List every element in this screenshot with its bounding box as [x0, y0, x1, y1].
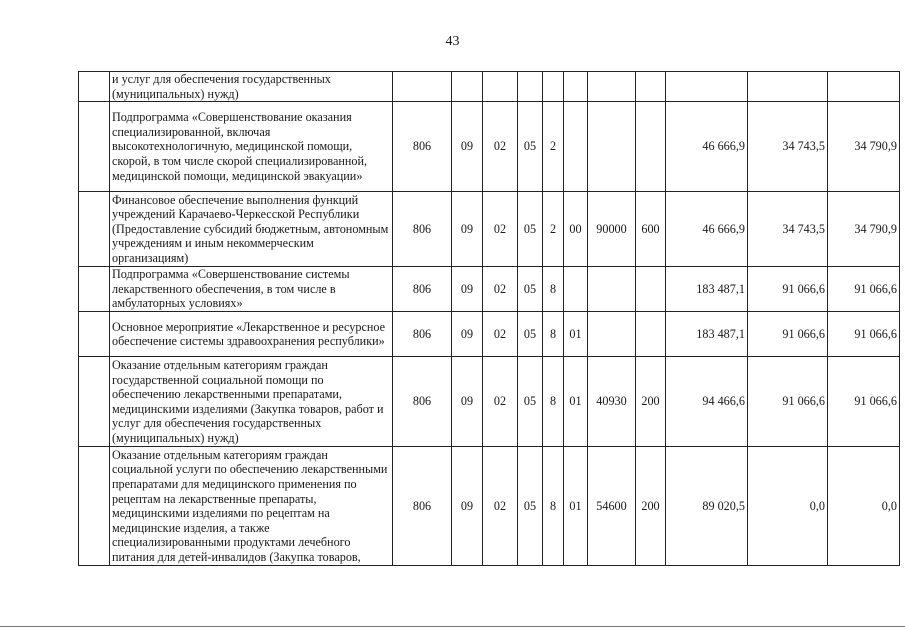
row-blank-cell	[79, 357, 110, 447]
expense-type-code-cell: 600	[636, 192, 666, 267]
ministry-code-cell: 806	[393, 192, 452, 267]
expense-type-code-cell	[636, 72, 666, 102]
amount-year-2-cell: 0,0	[748, 447, 828, 566]
section-code-cell: 09	[452, 192, 483, 267]
program-code-cell: 05	[518, 357, 543, 447]
event-code-cell: 01	[564, 312, 588, 357]
event-code-cell	[564, 72, 588, 102]
subprogram-code-cell: 8	[543, 357, 564, 447]
section-code-cell: 09	[452, 357, 483, 447]
ministry-code-cell: 806	[393, 357, 452, 447]
row-blank-cell	[79, 72, 110, 102]
subprogram-code-cell: 8	[543, 267, 564, 312]
direction-code-cell	[588, 102, 636, 192]
ministry-code-cell: 806	[393, 447, 452, 566]
amount-year-2-cell: 91 066,6	[748, 267, 828, 312]
subsection-code-cell: 02	[483, 357, 518, 447]
amount-year-3-cell: 91 066,6	[828, 267, 900, 312]
section-code-cell	[452, 72, 483, 102]
amount-year-2-cell: 91 066,6	[748, 357, 828, 447]
expense-name-cell: Оказание отдельным категориям граждан социальной услуги по обеспечению лекарственными препаратами для медицинского применения по рецептам на лекарственные препараты, медицинскими изделиями по рецептам на медицинские изделия, а также специализированными продуктами лечебного питания для детей-инвалидов (Закупка товаров,	[110, 447, 393, 566]
ministry-code-cell: 806	[393, 102, 452, 192]
amount-year-3-cell: 91 066,6	[828, 357, 900, 447]
expense-name-cell: Подпрограмма «Совершенствование оказания специализированной, включая высокотехнологичную, медицинской помощи, скорой, в том числе скорой специализированной, медицинской помощи, медицинской эвакуации»	[110, 102, 393, 192]
amount-year-1-cell	[666, 72, 748, 102]
program-code-cell: 05	[518, 312, 543, 357]
table-row	[79, 357, 900, 447]
expense-name-cell: Подпрограмма «Совершенствование системы лекарственного обеспечения, в том числе в амбулаторных условиях»	[110, 267, 393, 312]
ministry-code-cell: 806	[393, 267, 452, 312]
program-code-cell: 05	[518, 102, 543, 192]
amount-year-2-cell	[748, 72, 828, 102]
table-row	[79, 72, 900, 102]
event-code-cell	[564, 267, 588, 312]
section-code-cell: 09	[452, 447, 483, 566]
amount-year-3-cell: 91 066,6	[828, 312, 900, 357]
expense-name-cell: Финансовое обеспечение выполнения функций учреждений Карачаево-Черкесской Республики (Предоставление субсидий бюджетным, автономным учреждениям и иным некоммерческим организациям)	[110, 192, 393, 267]
ministry-code-cell	[393, 72, 452, 102]
expense-type-code-cell: 200	[636, 447, 666, 566]
table-row	[79, 267, 900, 312]
expense-type-code-cell	[636, 267, 666, 312]
amount-year-1-cell: 94 466,6	[666, 357, 748, 447]
page-number: 43	[445, 34, 460, 49]
subsection-code-cell: 02	[483, 192, 518, 267]
subprogram-code-cell	[543, 72, 564, 102]
expense-type-code-cell: 200	[636, 357, 666, 447]
table-row	[79, 192, 900, 267]
event-code-cell	[564, 102, 588, 192]
event-code-cell: 01	[564, 447, 588, 566]
amount-year-1-cell: 46 666,9	[666, 102, 748, 192]
row-blank-cell	[79, 102, 110, 192]
page-bottom-divider	[0, 626, 905, 627]
subsection-code-cell: 02	[483, 447, 518, 566]
direction-code-cell	[588, 72, 636, 102]
program-code-cell: 05	[518, 267, 543, 312]
row-blank-cell	[79, 192, 110, 267]
subsection-code-cell: 02	[483, 312, 518, 357]
amount-year-1-cell: 89 020,5	[666, 447, 748, 566]
program-code-cell: 05	[518, 192, 543, 267]
program-code-cell: 05	[518, 447, 543, 566]
amount-year-1-cell: 183 487,1	[666, 267, 748, 312]
table-row	[79, 312, 900, 357]
direction-code-cell: 90000	[588, 192, 636, 267]
subprogram-code-cell: 2	[543, 102, 564, 192]
direction-code-cell	[588, 267, 636, 312]
subsection-code-cell: 02	[483, 102, 518, 192]
section-code-cell: 09	[452, 312, 483, 357]
amount-year-3-cell: 0,0	[828, 447, 900, 566]
event-code-cell: 01	[564, 357, 588, 447]
expense-name-cell: Основное мероприятие «Лекарственное и ресурсное обеспечение системы здравоохранения республики»	[110, 312, 393, 357]
amount-year-3-cell	[828, 72, 900, 102]
direction-code-cell	[588, 312, 636, 357]
direction-code-cell: 40930	[588, 357, 636, 447]
amount-year-2-cell: 34 743,5	[748, 102, 828, 192]
row-blank-cell	[79, 312, 110, 357]
amount-year-1-cell: 46 666,9	[666, 192, 748, 267]
section-code-cell: 09	[452, 267, 483, 312]
row-blank-cell	[79, 447, 110, 566]
row-blank-cell	[79, 267, 110, 312]
budget-table	[78, 71, 900, 566]
ministry-code-cell: 806	[393, 312, 452, 357]
amount-year-1-cell: 183 487,1	[666, 312, 748, 357]
expense-name-cell: Оказание отдельным категориям граждан государственной социальной помощи по обеспечению лекарственными препаратами, медицинскими изделиями (Закупка товаров, работ и услуг для обеспечения государственных (муниципальных) нужд)	[110, 357, 393, 447]
expense-type-code-cell	[636, 312, 666, 357]
program-code-cell	[518, 72, 543, 102]
amount-year-3-cell: 34 790,9	[828, 102, 900, 192]
direction-code-cell: 54600	[588, 447, 636, 566]
table-row	[79, 447, 900, 566]
amount-year-3-cell: 34 790,9	[828, 192, 900, 267]
table-row	[79, 102, 900, 192]
subprogram-code-cell: 8	[543, 447, 564, 566]
subsection-code-cell	[483, 72, 518, 102]
amount-year-2-cell: 91 066,6	[748, 312, 828, 357]
section-code-cell: 09	[452, 102, 483, 192]
subprogram-code-cell: 2	[543, 192, 564, 267]
expense-name-cell: и услуг для обеспечения государственных (муниципальных) нужд)	[110, 72, 393, 102]
subsection-code-cell: 02	[483, 267, 518, 312]
expense-type-code-cell	[636, 102, 666, 192]
event-code-cell: 00	[564, 192, 588, 267]
subprogram-code-cell: 8	[543, 312, 564, 357]
amount-year-2-cell: 34 743,5	[748, 192, 828, 267]
